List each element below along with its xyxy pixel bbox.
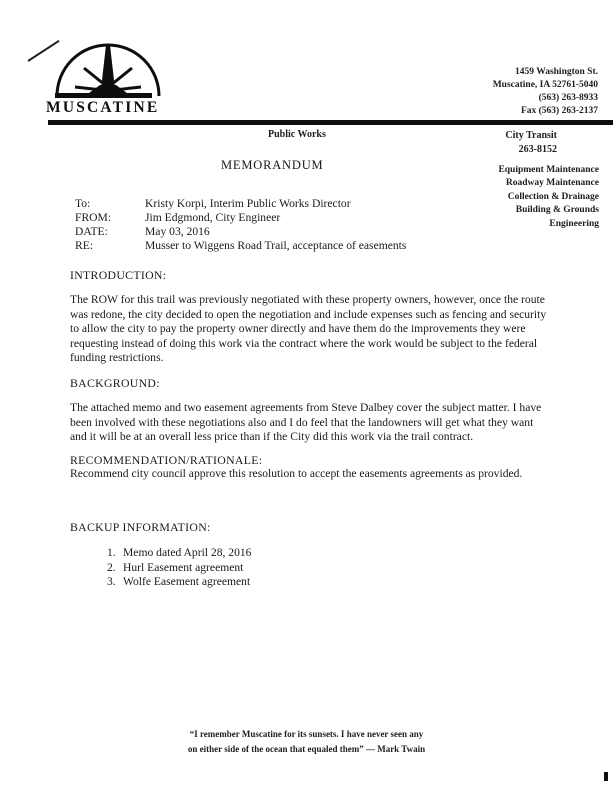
contact-block <box>378 66 598 118</box>
division-public-works: Public Works <box>268 129 326 140</box>
backup-item-text: Memo dated April 28, 2016 <box>123 546 252 559</box>
field-label: FROM: <box>75 211 112 225</box>
background-heading: BACKGROUND: <box>70 376 160 390</box>
memo-header-fields <box>75 197 495 253</box>
backup-list <box>107 546 251 590</box>
backup-item-number: 1. <box>107 546 116 559</box>
memo-title: MEMORANDUM <box>221 158 324 172</box>
field-date <box>75 225 495 239</box>
backup-item <box>107 561 251 576</box>
field-value: Kristy Korpi, Interim Public Works Director <box>145 197 351 210</box>
service-item: Building & Grounds <box>515 205 599 216</box>
recommendation-heading: RECOMMENDATION/RATIONALE: <box>70 453 263 467</box>
field-label: DATE: <box>75 225 108 239</box>
backup-item-text: Hurl Easement agreement <box>123 560 244 574</box>
backup-item-number: 3. <box>107 575 116 589</box>
field-value: Musser to Wiggens Road Trail, acceptance of easements <box>145 239 407 253</box>
backup-item-number: 2. <box>107 560 116 574</box>
field-label: To: <box>75 197 91 210</box>
muscatine-logo <box>55 42 161 107</box>
phone-number: (563) 263-8933 <box>538 93 598 103</box>
introduction-body: The ROW for this trail was previously negotiated with these property owners, however, once the route was redone, the city decided to open the negotiation and include expenses such as fencing and security to allow the city to pay the property owner directly and have them do the improvements they were requesting instead of doing this work via the contract where the work would be subject to the federal funding restrictions. <box>70 293 547 364</box>
recommendation-body: Recommend city council approve this resolution to accept the easements agreements as provided. <box>70 467 523 480</box>
field-to <box>75 197 495 211</box>
service-item: Engineering <box>549 218 599 229</box>
letterhead-rule <box>48 120 613 125</box>
background-body: The attached memo and two easement agreements from Steve Dalbey cover the subject matter. I have been involved with these negotiations also and I do feel that the landowners will get what they want and it will be at an overall less price than if the City did this work via the trail contract. <box>70 401 542 443</box>
address-street: 1459 Washington St. <box>515 67 598 77</box>
field-re <box>75 239 495 253</box>
field-value: Jim Edgmond, City Engineer <box>145 211 281 225</box>
city-transit-phone: 263-8152 <box>518 144 557 155</box>
field-from <box>75 211 495 225</box>
scan-edge-mark <box>604 772 608 781</box>
service-item: Roadway Maintenance <box>505 178 599 189</box>
fax-number: Fax (563) 263-2137 <box>520 106 598 116</box>
field-label: RE: <box>75 239 94 253</box>
quote-line-2: on either side of the ocean that equaled them” — Mark Twain <box>187 744 426 754</box>
backup-item-text: Wolfe Easement agreement <box>123 575 251 589</box>
quote-line-1: “I remember Muscatine for its sunsets. I have never seen any <box>189 729 424 739</box>
backup-item <box>107 575 251 590</box>
service-item: Collection & Drainage <box>507 191 599 202</box>
division-city-transit <box>505 129 557 157</box>
introduction-heading: INTRODUCTION: <box>70 268 167 282</box>
sunburst-icon <box>55 42 161 102</box>
address-city: Muscatine, IA 52761-5040 <box>492 80 598 90</box>
backup-item <box>107 546 251 561</box>
logo-wordmark: MUSCATINE <box>46 99 160 116</box>
footer-quote <box>0 727 613 757</box>
service-item: Equipment Maintenance <box>498 165 599 175</box>
backup-heading: BACKUP INFORMATION: <box>70 520 211 534</box>
city-transit-label: City Transit <box>505 130 557 141</box>
field-value: May 03, 2016 <box>145 225 210 239</box>
